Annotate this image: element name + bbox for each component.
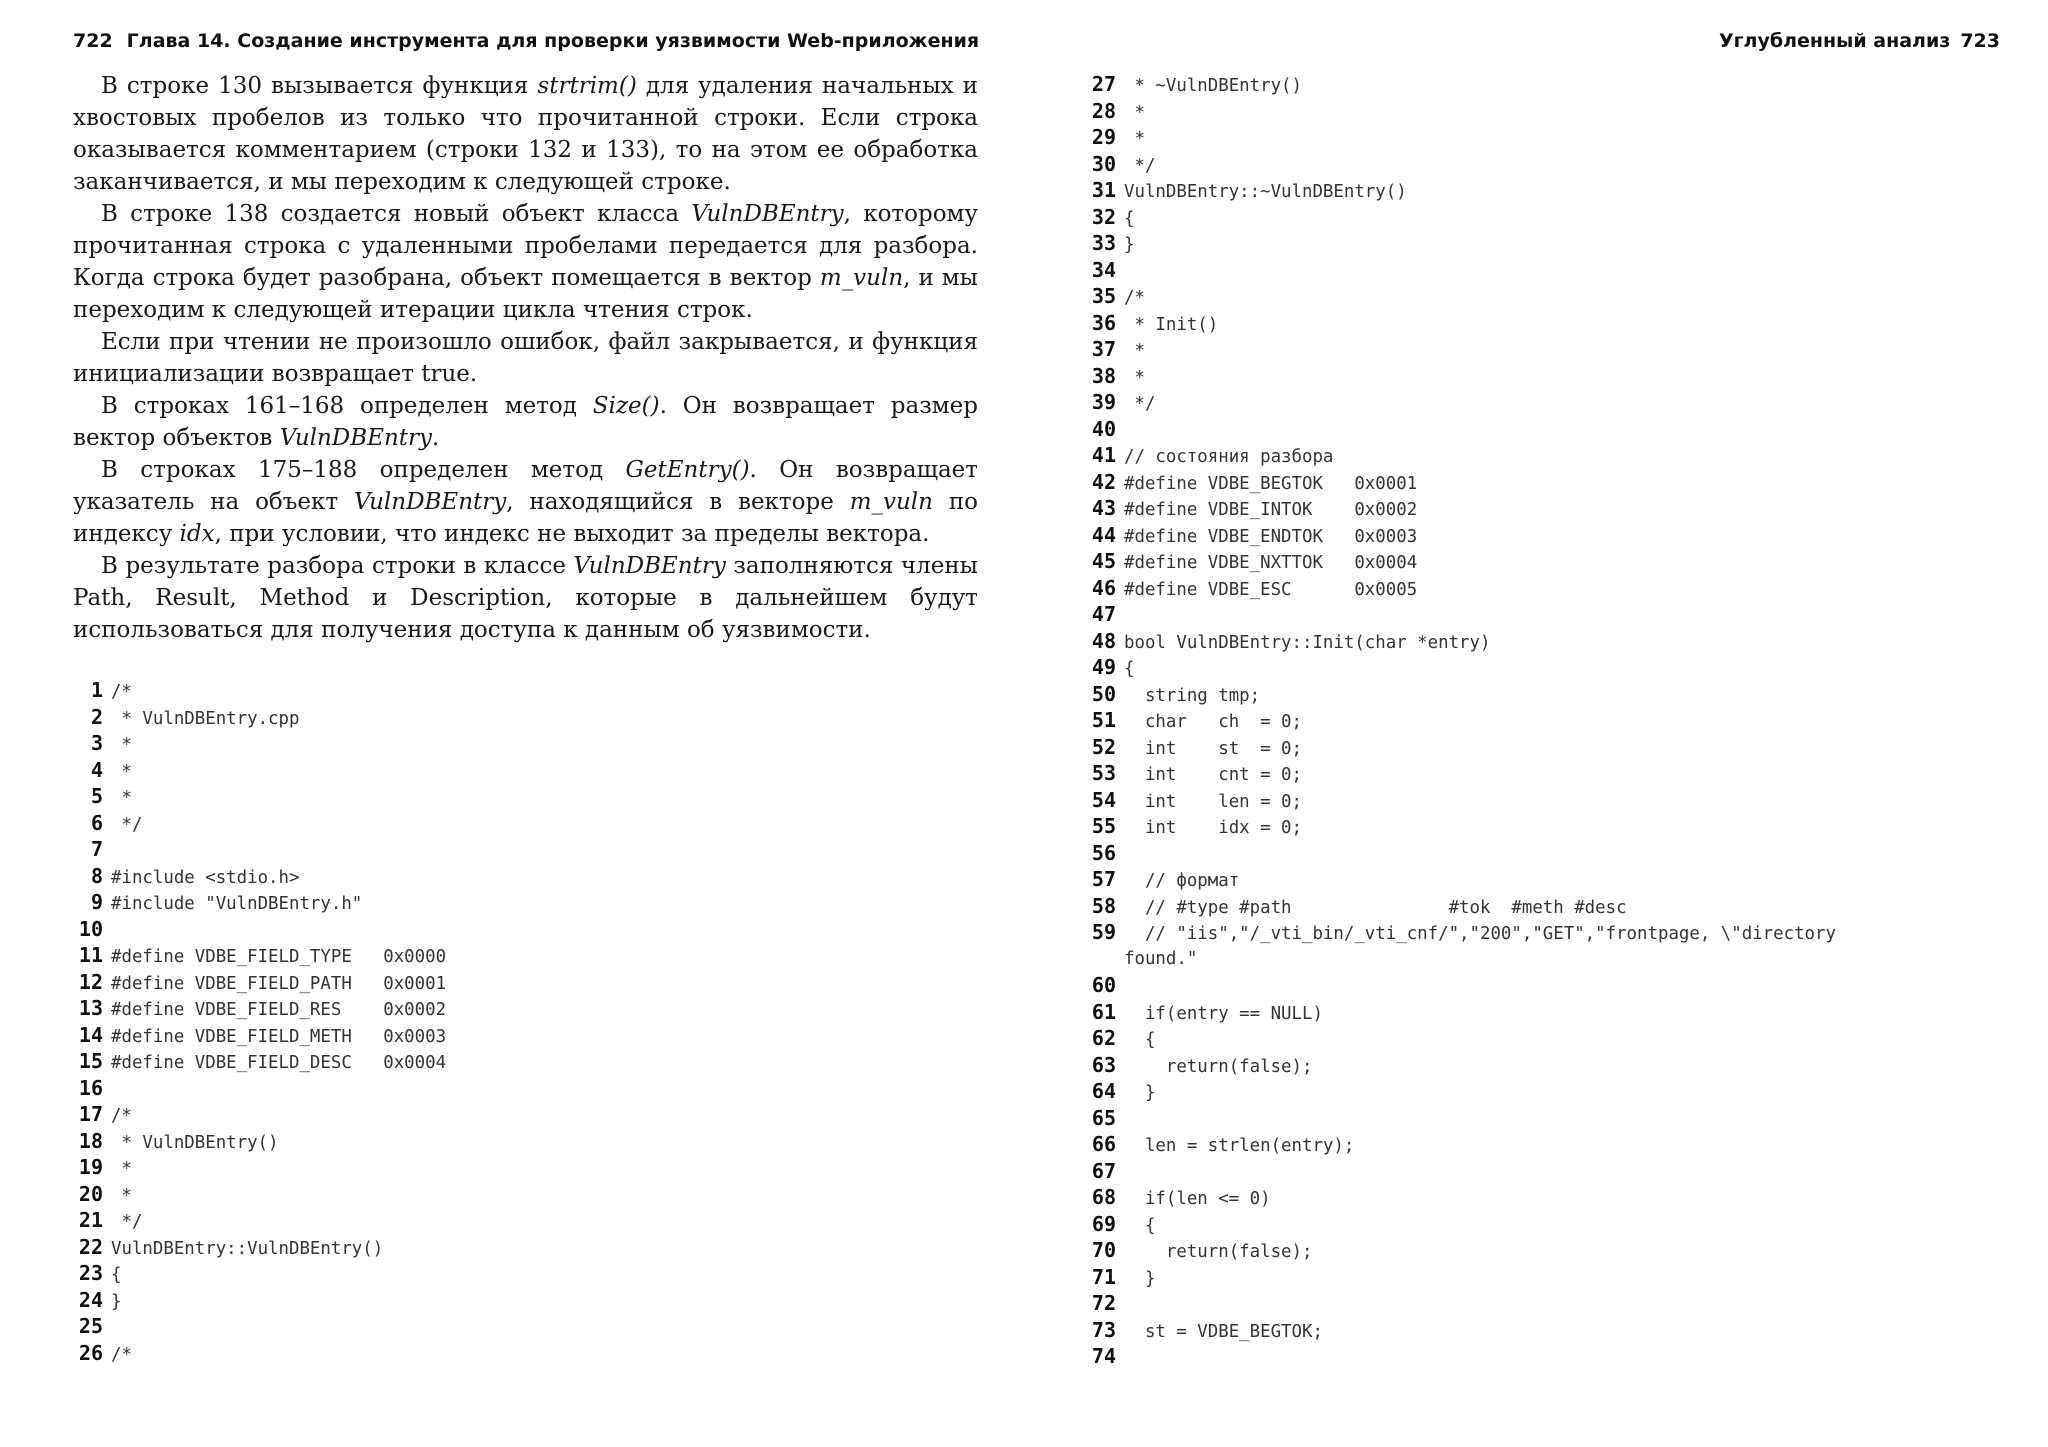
line-number: 72 [1091,1291,1116,1315]
code-listing-left [73,677,446,1366]
line-number: 1 [90,678,103,702]
code-text: { [1124,1215,1156,1236]
chapter-title: Глава 14. Создание инструмента для проверки уязвимости Web-приложения [126,30,980,52]
line-number: 43 [1091,496,1116,520]
line-number: 41 [1091,443,1116,467]
code-text: #include <stdio.h> [111,867,300,888]
line-number: 54 [1091,787,1116,812]
line-number: 25 [78,1314,103,1338]
code-text: return(false); [1124,1242,1313,1262]
line-number: 71 [1091,1264,1116,1289]
code-line [73,1154,446,1181]
line-number: 5 [90,784,103,808]
code-text: */ [1124,394,1156,414]
code-text: // состояния разбора [1124,447,1334,467]
code-line [1086,601,1836,628]
text: , при условии, что индекс не выходит за пределы вектора. [214,521,930,547]
line-number: 56 [1091,840,1116,865]
code-line [73,783,446,810]
line-number: 61 [1091,999,1116,1024]
line-number: 26 [78,1340,103,1365]
code-text: #define VDBE_FIELD_METH 0x0003 [111,1026,447,1047]
code-line [1086,257,1836,284]
code-line [1086,575,1836,602]
code-text: { [111,1265,122,1285]
code-line [1086,1025,1836,1052]
code-line [1086,1343,1836,1370]
code-text: #define VDBE_FIELD_TYPE 0x0000 [111,947,447,967]
code-line [1086,1211,1836,1238]
line-number: 67 [1091,1158,1116,1183]
code-text: int len = 0; [1124,791,1302,812]
line-number: 16 [78,1075,103,1100]
line-number: 3 [90,731,103,755]
line-number: 30 [1091,151,1116,176]
page-number-right: 723 [1960,30,2000,52]
code-text: int st = 0; [1124,738,1302,759]
code-line [73,1181,446,1208]
code-line [1086,310,1836,337]
paragraph [73,70,978,198]
code-line [1086,442,1836,469]
code-text: * [1124,341,1145,361]
code-text: VulnDBEntry::VulnDBEntry() [111,1238,384,1259]
paragraph [73,326,978,390]
code-text: st = VDBE_BEGTOK; [1124,1321,1323,1342]
line-number: 29 [1091,125,1116,149]
code-line [1086,734,1836,761]
text: , находящийся в векторе [506,489,850,515]
code-line [1086,548,1836,575]
text: по индексу [73,489,979,547]
line-number: 36 [1091,310,1116,335]
code-line [1086,760,1836,787]
line-number: 63 [1091,1052,1116,1077]
code-line [1086,1237,1836,1264]
code-text: * VulnDBEntry.cpp [111,708,300,729]
line-number: 40 [1091,416,1116,441]
code-text: // "iis","/_vti_bin/_vti_cnf/","200","GET","frontpage, \"directory [1124,924,1836,944]
code-text: int cnt = 0; [1124,765,1302,785]
line-number: 35 [1091,284,1116,308]
line-number: 64 [1091,1079,1116,1103]
code-text: #define VDBE_INTOK 0x0002 [1124,500,1418,520]
line-number: 19 [78,1155,103,1179]
code-text: * ~VulnDBEntry() [1124,76,1302,96]
line-number: 10 [78,916,103,941]
text: В строках 175–188 определен метод [101,457,626,483]
line-number: 60 [1091,973,1116,997]
code-text: */ [1124,155,1156,176]
code-text: * VulnDBEntry() [111,1132,279,1153]
text: , и мы переходим к следующей итерации цикла чтения строк. [73,265,978,323]
text: , которому прочитанная строка с удаленными пробелами передается для разбора. Когда строка будет разобрана, объект помещается в вектор [73,201,978,291]
code-text: #define VDBE_ESC 0x0005 [1124,579,1418,600]
code-line [73,836,446,863]
code-line [1086,1131,1836,1158]
code-line [1086,71,1836,98]
line-number: 9 [90,890,103,914]
code-text: * [111,1185,132,1206]
line-number: 31 [1091,178,1116,202]
code-term: VulnDBEntry [279,425,432,451]
line-number: 55 [1091,814,1116,838]
code-text: * Init() [1124,314,1219,335]
code-line [73,677,446,704]
line-number: 58 [1091,893,1116,918]
code-line [1086,124,1836,151]
code-line [1086,389,1836,416]
code-line [1086,1264,1836,1291]
code-line [1086,495,1836,522]
line-number: 59 [1091,920,1116,944]
code-line [73,969,446,996]
code-line [1086,177,1836,204]
line-number: 11 [78,943,103,967]
code-text: #include "VulnDBEntry.h" [111,894,363,914]
line-number: 46 [1091,575,1116,600]
body-text [73,70,978,646]
line-number: 18 [78,1128,103,1153]
line-number: 45 [1091,549,1116,573]
code-text: bool VulnDBEntry::Init(char *entry) [1124,632,1491,653]
line-number: 66 [1091,1132,1116,1156]
code-listing-right [1086,71,1836,1370]
code-line [1086,204,1836,231]
text: Если при чтении не произошло ошибок, файл закрывается, и функция инициализации возвращает true. [73,329,978,387]
code-line [1086,1105,1836,1132]
line-number: 42 [1091,469,1116,494]
line-number: 13 [78,996,103,1020]
code-text: } [1124,1083,1156,1103]
code-text: } [111,1291,122,1312]
code-line [73,1260,446,1287]
code-text: * [111,761,132,782]
code-text: #define VDBE_NXTTOK 0x0004 [1124,553,1418,573]
code-text: } [1124,235,1135,255]
line-number: 27 [1091,72,1116,96]
code-line [73,916,446,943]
paragraph [73,390,978,454]
code-line [1086,469,1836,496]
line-number: 50 [1091,681,1116,706]
code-text: { [1124,659,1135,679]
line-number: 7 [90,837,103,861]
code-text: // формат [1124,871,1240,891]
code-text: string tmp; [1124,685,1261,706]
code-line [1086,336,1836,363]
code-text: { [1124,1030,1156,1050]
line-number: 20 [78,1181,103,1206]
code-line [1086,999,1836,1026]
code-line [73,863,446,890]
paragraph [73,198,978,326]
paragraph [73,454,978,550]
line-number: 34 [1091,257,1116,282]
text: заполняются члены Path, Result, Method и Description, которые в дальнейшем будут использоваться для получения доступа к данным об уязвимости. [73,553,978,643]
code-text: */ [111,1212,143,1232]
code-line [1086,522,1836,549]
code-line [73,1075,446,1102]
code-line [1086,1290,1836,1317]
code-line [73,704,446,731]
code-line [1086,840,1836,867]
text: для удаления начальных и хвостовых пробелов из только что прочитанной строки. Если строка оказывается комментарием (строки 132 и 133), то на этом ее обработка заканчивается, и мы переходим к следующей строке. [73,73,978,195]
code-line [73,1101,446,1128]
line-number: 17 [78,1102,103,1126]
line-number: 47 [1091,602,1116,626]
code-text: * [111,1159,132,1179]
code-text: #define VDBE_BEGTOK 0x0001 [1124,473,1418,494]
line-number: 23 [78,1261,103,1285]
code-text: * [1124,102,1145,123]
line-number: 74 [1091,1344,1116,1368]
line-number: 70 [1091,1238,1116,1262]
line-number: 53 [1091,761,1116,785]
paragraph [73,550,978,646]
code-line [73,1313,446,1340]
code-line [1086,628,1836,655]
code-line [1086,1317,1836,1344]
line-number: 24 [78,1287,103,1312]
line-number: 6 [90,810,103,835]
line-number: 14 [78,1022,103,1047]
code-line [1086,866,1836,893]
line-number: 62 [1091,1026,1116,1050]
text: В результате разбора строки в классе [101,553,574,579]
code-line [73,942,446,969]
code-line [1086,654,1836,681]
text: . Он возвращает указатель на объект [73,457,979,515]
code-text: * [111,735,132,755]
code-text: } [1124,1268,1156,1289]
code-line [73,1048,446,1075]
code-text: int idx = 0; [1124,818,1302,838]
code-text: len = strlen(entry); [1124,1136,1355,1156]
code-text: * [1124,129,1145,149]
text: В строке 130 вызывается функция [101,73,538,99]
code-term: strtrim() [537,73,637,99]
code-line [73,995,446,1022]
code-line [73,889,446,916]
code-line [1086,230,1836,257]
line-number: 51 [1091,708,1116,732]
code-line [1086,707,1836,734]
code-text: #define VDBE_FIELD_PATH 0x0001 [111,973,447,994]
code-line [1086,98,1836,125]
section-title: Углубленный анализ [1718,30,1951,52]
line-number: 12 [78,969,103,994]
line-number: 48 [1091,628,1116,653]
code-line [1086,813,1836,840]
code-text: /* [111,1106,132,1126]
text: В строке 138 создается новый объект класса [101,201,692,227]
text: В строках 161–168 определен метод [101,393,593,419]
code-text: if(entry == NULL) [1124,1003,1323,1024]
code-term: GetEntry() [625,457,750,483]
code-text: // #type #path #tok #meth #desc [1124,897,1627,918]
line-number: 32 [1091,204,1116,229]
code-line [1086,972,1836,999]
code-line-continuation: found." [1124,948,1198,969]
code-term: VulnDBEntry [691,201,844,227]
line-number: 69 [1091,1211,1116,1236]
code-line [73,1287,446,1314]
code-line [1086,1052,1836,1079]
code-line [1086,919,1836,946]
code-line [1086,787,1836,814]
code-term: Size() [592,393,660,419]
code-line [73,1207,446,1234]
code-line [1086,283,1836,310]
line-number: 37 [1091,337,1116,361]
code-text: { [1124,208,1135,229]
code-text: #define VDBE_FIELD_RES 0x0002 [111,1000,447,1020]
line-number: 2 [90,704,103,729]
code-line [1086,893,1836,920]
page-header-left [73,30,979,52]
line-number: 73 [1091,1317,1116,1342]
code-text: * [111,788,132,808]
code-line [73,1128,446,1155]
code-line [73,1234,446,1261]
code-text: /* [1124,288,1145,308]
text: . Он возвращает размер вектор объектов [73,393,978,451]
code-text: */ [111,814,143,835]
line-number: 38 [1091,363,1116,388]
code-term: VulnDBEntry [353,489,507,515]
code-line [73,730,446,757]
code-text: char ch = 0; [1124,712,1302,732]
line-number: 44 [1091,522,1116,547]
page-number-left: 722 [73,30,113,52]
code-text: /* [111,1344,132,1365]
line-number: 33 [1091,231,1116,255]
code-line [1086,1184,1836,1211]
code-line [1086,1078,1836,1105]
code-term: VulnDBEntry [573,553,726,579]
line-number: 4 [90,757,103,782]
code-text: /* [111,682,132,702]
code-line [1086,1158,1836,1185]
code-text: #define VDBE_ENDTOK 0x0003 [1124,526,1418,547]
code-term: m_vuln [819,265,904,291]
line-number: 22 [78,1234,103,1259]
code-line [73,1022,446,1049]
code-term: idx [179,521,215,547]
code-text: return(false); [1124,1056,1313,1077]
line-number: 68 [1091,1185,1116,1209]
code-line [1086,416,1836,443]
line-number: 52 [1091,734,1116,759]
line-number: 57 [1091,867,1116,891]
code-text: * [1124,367,1145,388]
code-text: VulnDBEntry::~VulnDBEntry() [1124,182,1407,202]
code-line [1086,151,1836,178]
code-line [73,1340,446,1367]
text: . [431,425,440,451]
line-number: 28 [1091,98,1116,123]
page-header-right [1719,30,2000,52]
code-line [1086,681,1836,708]
code-line [73,757,446,784]
line-number: 39 [1091,390,1116,414]
code-text: #define VDBE_FIELD_DESC 0x0004 [111,1053,447,1073]
code-line [73,810,446,837]
line-number: 21 [78,1208,103,1232]
code-line [1086,363,1836,390]
line-number: 65 [1091,1105,1116,1130]
line-number: 8 [90,863,103,888]
line-number: 49 [1091,655,1116,679]
code-text: if(len <= 0) [1124,1189,1271,1209]
code-term: m_vuln [849,489,933,515]
line-number: 15 [78,1049,103,1073]
